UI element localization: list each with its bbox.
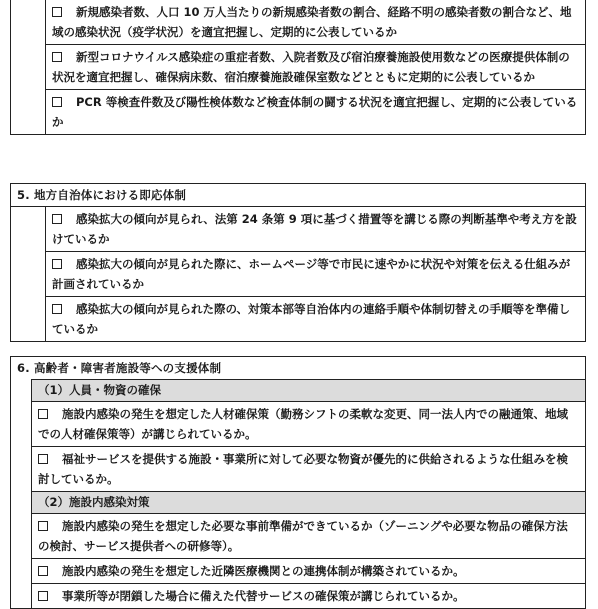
checklist-item — [46, 207, 585, 252]
section-5-block — [10, 183, 586, 342]
checklist-item — [46, 90, 585, 134]
section-5-items — [45, 207, 585, 341]
section-prev-block — [10, 0, 586, 135]
item-text: 施設内感染の発生を想定した近隣医療機関との連携体制が構築されているか。 — [62, 564, 465, 578]
checkbox-icon[interactable] — [38, 454, 48, 464]
checklist-item — [32, 514, 585, 559]
checkbox-icon[interactable] — [52, 97, 62, 107]
item-text: 感染拡大の傾向が見られ、法第 24 条第 9 項に基づく措置等を講じる際の判断基準や考え方を設けているか — [52, 212, 577, 246]
checklist-item — [32, 402, 585, 447]
checkbox-icon[interactable] — [38, 566, 48, 576]
item-text: 福祉サービスを提供する施設・事業所に対して必要な物資が優先的に供給されるような仕組みを検討しているか。 — [38, 452, 568, 486]
checkbox-icon[interactable] — [52, 214, 62, 224]
subsection-title: （1）人員・物資の確保 — [32, 379, 585, 402]
checklist-item — [46, 45, 585, 90]
checkbox-icon[interactable] — [52, 7, 62, 17]
section-6-items — [31, 379, 585, 608]
checklist-item — [32, 447, 585, 491]
item-text: 事業所等が閉鎖した場合に備えた代替サービスの確保策が講じられているか。 — [62, 589, 465, 603]
checklist-item — [46, 297, 585, 341]
item-text: PCR 等検査件数及び陽性検体数など検査体制の闘する状況を適宜把握し、定期的に公表しているか — [52, 95, 578, 129]
checkbox-icon[interactable] — [38, 591, 48, 601]
item-text: 施設内感染の発生を想定した必要な事前準備ができているか（ゾーニングや必要な物品の確保方法の検討、サービス提供者への研修等）。 — [38, 519, 568, 553]
checklist-item — [32, 559, 585, 584]
checklist-item — [32, 584, 585, 608]
checkbox-icon[interactable] — [52, 259, 62, 269]
checkbox-icon[interactable] — [38, 521, 48, 531]
section-5-title: 5. 地方自治体における即応体制 — [11, 184, 585, 207]
section-6-block — [10, 356, 586, 609]
item-text: 感染拡大の傾向が見られた際に、ホームページ等で市民に速やかに状況や対策を伝える仕組みが計画されているか — [52, 257, 571, 291]
item-text: 新型コロナウイルス感染症の重症者数、入院者数及び宿泊療養施設使用数などの医療提供体制の状況を適宜把握し、確保病床数、宿泊療養施設確保室数などとともに定期的に公表しているか — [52, 50, 570, 84]
checkbox-icon[interactable] — [52, 52, 62, 62]
section-prev-items — [45, 0, 585, 134]
item-text: 施設内感染の発生を想定した人材確保策（勤務シフトの柔軟な変更、同一法人内での融通策、地域での人材確保策等）が講じられているか。 — [38, 407, 568, 441]
subsection-title: （2）施設内感染対策 — [32, 491, 585, 514]
section-6-title: 6. 高齢者・障害者施設等への支援体制 — [17, 361, 222, 375]
checklist-item — [46, 252, 585, 297]
checkbox-icon[interactable] — [52, 304, 62, 314]
item-text: 新規感染者数、人口 10 万人当たりの新規感染者数の割合、経路不明の感染者数の割合など、地域の感染状況（疫学状況）を適宜把握し、定期的に公表しているか — [52, 5, 572, 39]
item-text: 感染拡大の傾向が見られた際の、対策本部等自治体内の連絡手順や体制切替えの手順等を準備しているか — [52, 302, 571, 336]
checklist-item — [46, 0, 585, 45]
checkbox-icon[interactable] — [38, 409, 48, 419]
